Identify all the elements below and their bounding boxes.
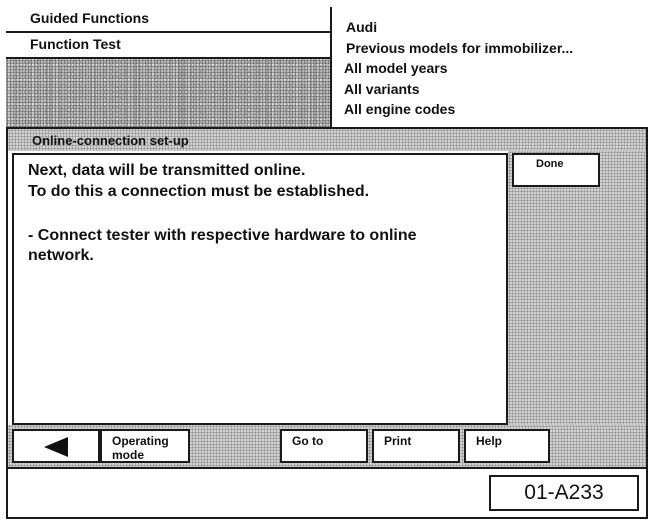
vehicle-info-panel xyxy=(332,7,648,129)
footer-divider xyxy=(8,467,646,469)
goto-button[interactable] xyxy=(280,429,368,463)
vehicle-model: Previous models for immobilizer... xyxy=(346,40,574,56)
message-area xyxy=(12,153,508,425)
tab-guided-functions[interactable] xyxy=(6,7,332,33)
function-path-panel xyxy=(6,7,332,129)
help-label: Help xyxy=(476,434,503,448)
guided-functions-label: Guided Functions xyxy=(30,10,149,26)
help-button[interactable] xyxy=(464,429,550,463)
dialog-title: Online-connection set-up xyxy=(32,133,189,148)
done-button[interactable] xyxy=(512,153,600,187)
bottom-toolbar xyxy=(8,425,646,467)
print-label: Print xyxy=(384,434,412,448)
message-line: network. xyxy=(28,247,94,264)
operating-mode-label: Operating mode xyxy=(112,434,169,462)
done-button-label: Done xyxy=(536,158,564,170)
message-line: To do this a connection must be established. xyxy=(28,183,370,200)
message-line: Next, data will be transmitted online. xyxy=(28,162,306,179)
vehicle-years: All model years xyxy=(344,60,448,76)
blank-pattern-area xyxy=(6,59,332,129)
vehicle-make: Audi xyxy=(346,19,378,35)
print-button[interactable] xyxy=(372,429,460,463)
tab-function-test[interactable] xyxy=(6,33,332,59)
operating-mode-button[interactable] xyxy=(100,429,190,463)
function-test-label: Function Test xyxy=(30,36,121,52)
goto-label: Go to xyxy=(292,434,324,448)
figure-code-label: 01-A233 xyxy=(489,475,639,511)
dialog-header xyxy=(8,129,646,151)
vehicle-variants: All variants xyxy=(344,81,420,97)
message-line: - Connect tester with respective hardware to online xyxy=(28,227,417,244)
back-arrow-icon xyxy=(44,437,68,457)
side-button-panel xyxy=(508,151,646,425)
back-button[interactable] xyxy=(12,429,100,463)
vehicle-engine-codes: All engine codes xyxy=(344,101,456,117)
